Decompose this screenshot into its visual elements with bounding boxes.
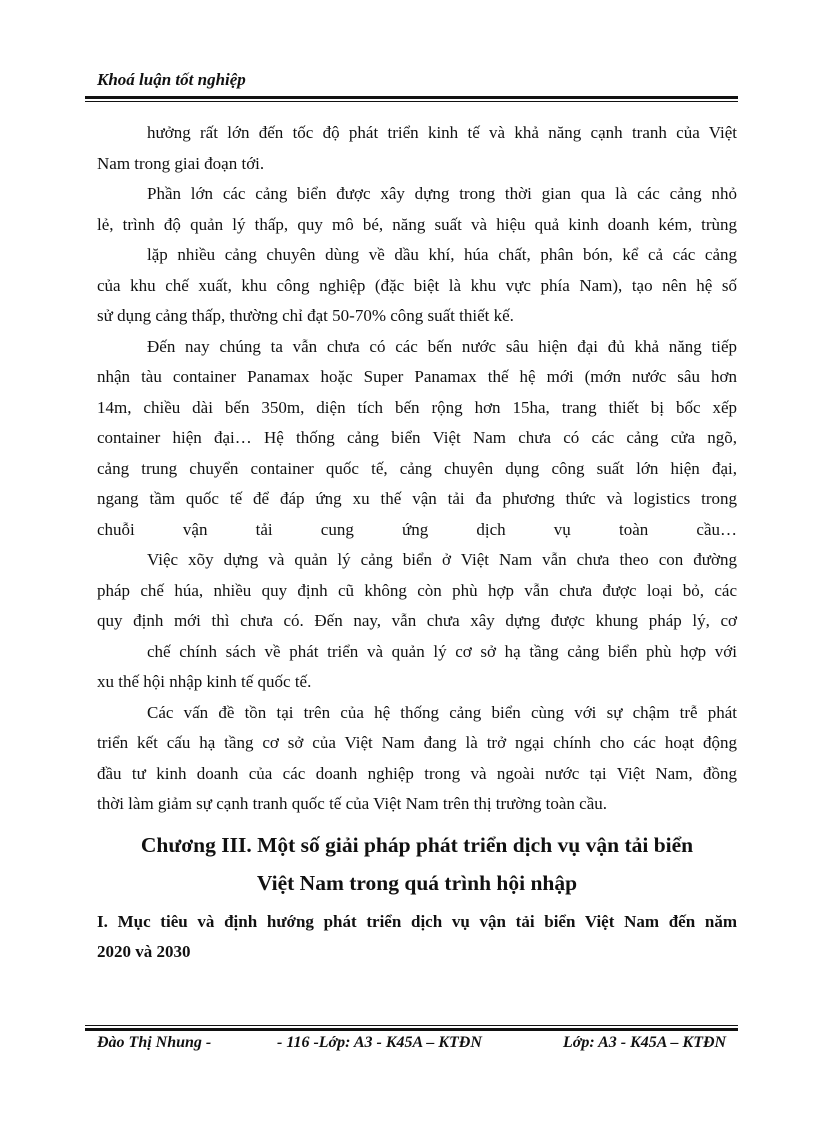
body-line: đầu tư kinh doanh của các doanh nghiệp trong và ngoài nước tại Việt Nam, đồng xyxy=(97,763,737,783)
body-line: hưởng rất lớn đến tốc độ phát triển kinh tế và khả năng cạnh tranh của Việt xyxy=(147,123,737,142)
body-line: triển kết cấu hạ tầng cơ sở của Việt Nam đang là trở ngại chính cho các hoạt động xyxy=(97,733,737,752)
footer-author: Đào Thị Nhung - xyxy=(97,1034,212,1051)
body-line: sử dụng cảng thấp, thường chỉ đạt 50-70% công suất thiết kế. xyxy=(97,306,514,325)
section-title: I. Mục tiêu và định hướng phát triển dịch vụ vận tải biển Việt Nam đến năm xyxy=(97,911,737,931)
footer-rule-thick xyxy=(85,1028,738,1031)
header-rule-thick xyxy=(85,96,738,99)
page-header-title: Khoá luận tốt nghiệp xyxy=(97,70,246,89)
document-body xyxy=(97,118,737,968)
body-line: Các vấn đề tồn tại trên của hệ thống cảng biển cùng với sự chậm trễ phát xyxy=(147,702,737,722)
chapter-title: Việt Nam trong quá trình hội nhập xyxy=(256,870,578,895)
footer-page-number: - 116 -Lớp: A3 - K45A – KTĐN xyxy=(277,1034,482,1051)
body-line: xu thế hội nhập kinh tế quốc tế. xyxy=(97,672,312,691)
body-line: ngang tầm quốc tế để đáp ứng xu thế vận tải đa phương thức và logistics trong xyxy=(97,489,737,508)
body-line: lẻ, trình độ quản lý thấp, quy mô bé, năng suất và hiệu quả kinh doanh kém, trùng xyxy=(97,214,737,234)
body-line: cảng trung chuyển container quốc tế, cảng chuyên dụng công suất lớn hiện đại, xyxy=(97,458,737,478)
body-line: Nam trong giai đoạn tới. xyxy=(97,153,265,173)
body-line: lặp nhiều cảng chuyên dùng về dầu khí, húa chất, phân bón, kể cả các cảng xyxy=(147,245,737,264)
header-rule-thin xyxy=(85,101,738,102)
body-line: Phần lớn các cảng biển được xây dựng trong thời gian qua là các cảng nhỏ xyxy=(147,184,737,203)
body-line: chuỗi vận tải cung ứng dịch vụ toàn cầu… xyxy=(97,519,737,539)
body-line: của khu chế xuất, khu công nghiệp (đặc biệt là khu vực phía Nam), tạo nên hệ số xyxy=(97,275,737,295)
footer-class: Lớp: A3 - K45A – KTĐN xyxy=(563,1034,727,1051)
body-line: nhận tàu container Panamax hoặc Super Panamax thế hệ mới (mớn nước sâu hơn xyxy=(97,367,737,386)
body-line: thời làm giảm sự cạnh tranh quốc tế của Việt Nam trên thị trường toàn cầu. xyxy=(97,794,607,813)
body-line: container hiện đại… Hệ thống cảng biển Việt Nam chưa có các cảng cửa ngõ, xyxy=(97,428,737,447)
section-title: 2020 và 2030 xyxy=(97,942,191,961)
body-line: Việc xõy dựng và quản lý cảng biển ở Việt Nam vẫn chưa theo con đường xyxy=(147,550,737,569)
body-line: pháp chế húa, nhiều quy định cũ không còn phù hợp vẫn chưa được loại bỏ, các xyxy=(97,580,737,600)
body-line: 14m, chiều dài bến 350m, diện tích bến rộng hơn 15ha, trang thiết bị bốc xếp xyxy=(97,397,737,417)
body-line: chế chính sách về phát triển và quản lý cơ sở hạ tầng cảng biển phù hợp với xyxy=(147,641,737,661)
chapter-title: Chương III. Một số giải pháp phát triển dịch vụ vận tải biển xyxy=(140,832,694,857)
footer-rule-thin xyxy=(85,1025,738,1026)
body-line: quy định mới thì chưa có. Đến nay, vẫn chưa xây dựng được khung pháp lý, cơ xyxy=(97,611,737,630)
body-line: Đến nay chúng ta vẫn chưa có các bến nước sâu hiện đại đủ khả năng tiếp xyxy=(147,336,737,356)
